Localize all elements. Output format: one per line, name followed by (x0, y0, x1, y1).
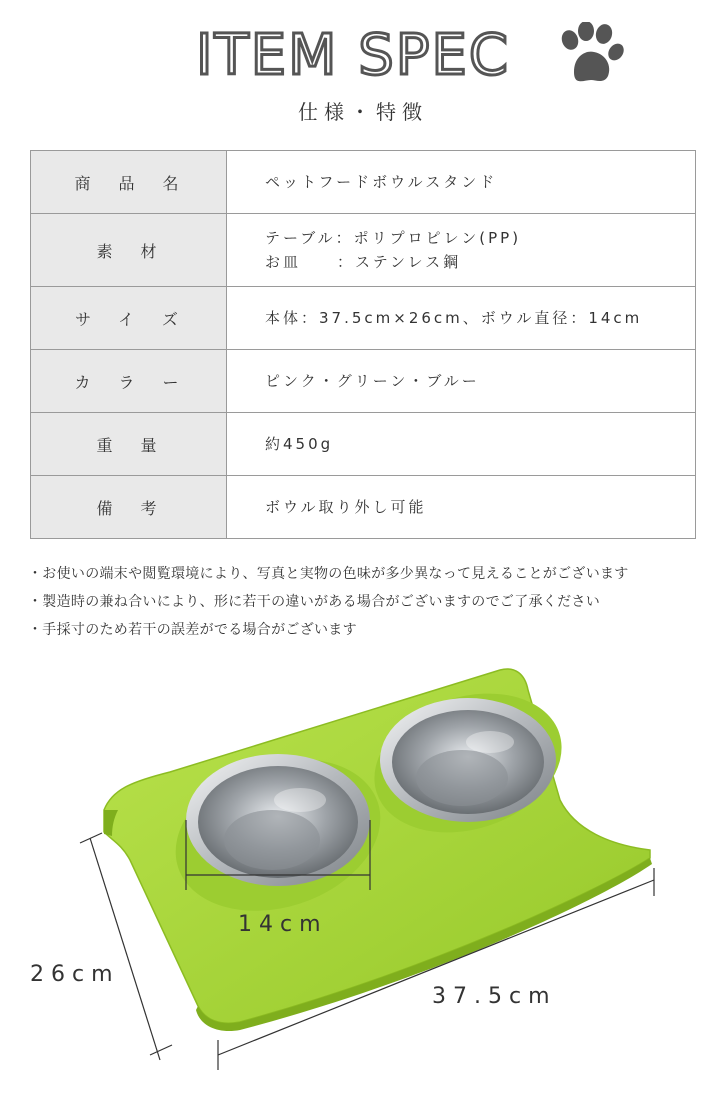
spec-value (227, 287, 696, 350)
header (0, 22, 726, 92)
spec-value-line: 本体：37.5cm×26cm、ボウル直径：14cm (265, 309, 643, 327)
right-bowl (380, 698, 556, 822)
notes-list (28, 560, 708, 644)
spec-row (31, 287, 696, 350)
spec-row (31, 214, 696, 287)
page-title: ITEM SPEC (196, 23, 511, 88)
product-drawing (0, 650, 726, 1100)
spec-value-line: ボウル取り外し可能 (265, 498, 427, 516)
spec-value (227, 151, 696, 214)
paw-print-icon (556, 22, 626, 88)
spec-value-line: お皿 ：ステンレス鋼 (265, 253, 462, 271)
spec-key: 素材 (31, 214, 227, 287)
spec-key: 商品名 (31, 151, 227, 214)
page-subtitle: 仕様・特徴 (298, 100, 428, 124)
spec-value-line: テーブル：ポリプロピレン(PP) (265, 229, 522, 247)
spec-value (227, 413, 696, 476)
spec-key: カラー (31, 350, 227, 413)
spec-row (31, 151, 696, 214)
width-label: 37.5cm (432, 984, 557, 1009)
product-illustration (0, 650, 726, 1100)
spec-value (227, 350, 696, 413)
spec-value-line: ピンク・グリーン・ブルー (265, 372, 480, 390)
note-item: ・お使いの端末や閲覧環境により、写真と実物の色味が多少異なって見えることがございます (28, 566, 629, 582)
spec-row (31, 476, 696, 539)
spec-row (31, 413, 696, 476)
spec-row (31, 350, 696, 413)
depth-label: 26cm (30, 962, 120, 987)
left-bowl (186, 754, 370, 886)
spec-value-line: ペットフードボウルスタンド (265, 173, 498, 191)
spec-value (227, 214, 696, 287)
spec-key: 備考 (31, 476, 227, 539)
spec-key: サイズ (31, 287, 227, 350)
spec-key: 重量 (31, 413, 227, 476)
spec-value (227, 476, 696, 539)
note-item: ・製造時の兼ね合いにより、形に若干の違いがある場合がございますのでご了承ください (28, 594, 600, 610)
note-item: ・手採寸のため若干の誤差がでる場合がございます (28, 622, 357, 638)
spec-value-line: 約450g (265, 435, 334, 453)
spec-table (30, 150, 696, 539)
bowl-diameter-label: 14cm (238, 912, 328, 937)
